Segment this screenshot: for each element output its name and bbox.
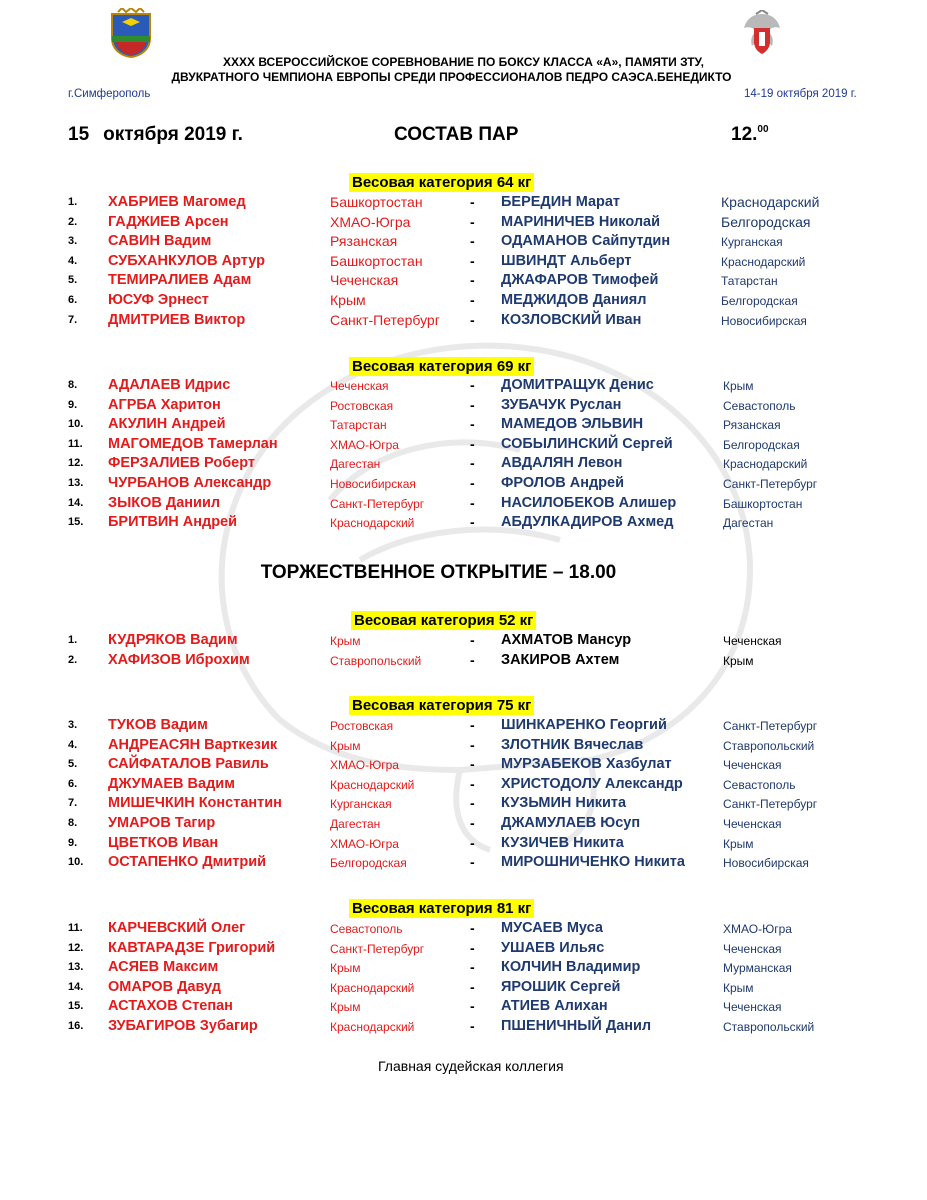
- versus-dash: -: [470, 494, 475, 511]
- versus-dash: -: [470, 514, 475, 531]
- red-corner-region: Санкт-Петербург: [330, 941, 425, 956]
- red-corner-boxer: САЙФАТАЛОВ Равиль: [108, 756, 269, 773]
- red-corner-region: Санкт-Петербург: [330, 311, 440, 328]
- versus-dash: -: [470, 834, 475, 851]
- bout-number: 11.: [68, 437, 83, 450]
- bout-number: 9.: [68, 398, 78, 411]
- red-corner-boxer: БРИТВИН Андрей: [108, 514, 238, 531]
- blue-corner-region: Чеченская: [723, 634, 782, 648]
- red-corner-region: Санкт-Петербург: [330, 496, 425, 511]
- bout-row: [0, 717, 927, 736]
- red-corner-boxer: АНДРЕАСЯН Варткезик: [108, 736, 278, 753]
- blue-corner-boxer: МАМЕДОВ ЭЛЬВИН: [501, 416, 644, 433]
- blue-corner-boxer: МАРИНИЧЕВ Николай: [501, 213, 661, 230]
- versus-dash: -: [470, 311, 475, 328]
- blue-corner-region: Чеченская: [723, 758, 782, 773]
- event-title-line-2: ДВУКРАТНОГО ЧЕМПИОНА ЕВРОПЫ СРЕДИ ПРОФЕССИОНАЛОВ ПЕДРО САЭСА.БЕНЕДИКТО: [171, 70, 732, 84]
- red-corner-region: ХМАО-Югра: [330, 437, 399, 452]
- bout-number: 14.: [68, 980, 84, 993]
- bout-row: [0, 854, 927, 873]
- bout-number: 9.: [68, 836, 78, 849]
- bout-row: [0, 377, 927, 396]
- blue-corner-boxer: ФРОЛОВ Андрей: [501, 475, 624, 491]
- blue-corner-boxer: ПШЕНИЧНЫЙ Данил: [501, 1018, 652, 1034]
- blue-corner-boxer: КОЛЧИН Владимир: [501, 959, 641, 976]
- red-corner-boxer: ГАДЖИЕВ Арсен: [108, 213, 229, 230]
- bout-row: [0, 194, 927, 213]
- versus-dash: -: [470, 252, 475, 269]
- bout-number: 10.: [68, 418, 84, 431]
- blue-corner-region: Белгородская: [721, 213, 811, 230]
- red-corner-region: Краснодарский: [330, 777, 415, 792]
- versus-dash: -: [470, 213, 475, 230]
- red-corner-region: Краснодарский: [330, 1020, 415, 1034]
- red-corner-boxer: ЦВЕТКОВ Иван: [108, 834, 219, 851]
- versus-dash: -: [470, 194, 475, 210]
- red-corner-boxer: ТУКОВ Вадим: [108, 717, 208, 733]
- blue-corner-boxer: УШАЕВ Ильяс: [501, 939, 605, 956]
- blue-corner-boxer: ЗУБАЧУК Руслан: [501, 396, 622, 413]
- bout-row: [0, 475, 927, 494]
- blue-corner-region: Ставропольский: [723, 738, 815, 753]
- bout-number: 7.: [68, 313, 78, 326]
- blue-corner-region: ХМАО-Югра: [723, 922, 792, 936]
- blue-corner-region: Чеченская: [723, 1000, 782, 1015]
- blue-corner-region: Белгородская: [721, 294, 798, 308]
- red-corner-boxer: ХАБРИЕВ Магомед: [108, 194, 246, 210]
- blue-corner-boxer: ДОМИТРАЩУК Денис: [501, 377, 654, 393]
- red-corner-region: Дагестан: [330, 457, 381, 472]
- blue-corner-boxer: МИРОШНИЧЕНКО Никита: [501, 854, 685, 871]
- red-corner-boxer: ЗЫКОВ Даниил: [108, 494, 221, 511]
- blue-corner-region: Дагестан: [723, 516, 774, 531]
- red-corner-boxer: ЧУРБАНОВ Александр: [108, 475, 272, 491]
- blue-corner-region: Рязанская: [723, 418, 781, 433]
- bout-row: [0, 652, 927, 671]
- blue-corner-boxer: МЕДЖИДОВ Даниял: [501, 292, 647, 308]
- versus-dash: -: [470, 396, 475, 413]
- opening-ceremony: ТОРЖЕСТВЕННОЕ ОТКРЫТИЕ – 18.00: [260, 562, 617, 583]
- red-corner-region: Чеченская: [330, 272, 399, 289]
- versus-dash: -: [470, 475, 475, 491]
- red-corner-region: Башкортостан: [330, 194, 423, 210]
- versus-dash: -: [470, 292, 475, 308]
- bout-row: [0, 795, 927, 814]
- blue-corner-boxer: ХРИСТОДОЛУ Александр: [501, 775, 683, 792]
- red-corner-boxer: ДМИТРИЕВ Виктор: [108, 311, 246, 328]
- bout-row: [0, 776, 927, 795]
- red-corner-region: Курганская: [330, 797, 392, 812]
- blue-corner-boxer: ЯРОШИК Сергей: [501, 978, 621, 995]
- blue-corner-region: Чеченская: [723, 941, 782, 956]
- red-corner-boxer: УМАРОВ Тагир: [108, 815, 216, 831]
- blue-corner-region: Санкт-Петербург: [723, 477, 818, 491]
- city-coat-of-arms-icon: [108, 8, 154, 58]
- bout-row: [0, 214, 927, 233]
- federation-emblem-icon: [740, 10, 784, 58]
- red-corner-region: Крым: [330, 292, 366, 308]
- red-corner-boxer: ТЕМИРАЛИЕВ Адам: [108, 272, 252, 289]
- bout-row: [0, 959, 927, 978]
- blue-corner-region: Курганская: [721, 235, 783, 250]
- red-corner-region: Белгородская: [330, 856, 407, 871]
- weight-category-75: Весовая категория 75 кг: [349, 696, 534, 715]
- blue-corner-boxer: АВДАЛЯН Левон: [501, 455, 623, 472]
- bout-row: [0, 455, 927, 474]
- blue-corner-boxer: ЗАКИРОВ Ахтем: [501, 651, 620, 668]
- versus-dash: -: [470, 416, 475, 433]
- versus-dash: -: [470, 717, 475, 733]
- red-corner-boxer: АСТАХОВ Степан: [108, 998, 233, 1015]
- bout-number: 5.: [68, 758, 78, 771]
- bout-number: 16.: [68, 1020, 84, 1032]
- event-title-line-1: XXXX ВСЕРОССИЙСКОЕ СОРЕВНОВАНИЕ ПО БОКСУ КЛАССА «А», ПАМЯТИ ЗТУ,: [223, 55, 704, 69]
- bout-row: [0, 416, 927, 435]
- versus-dash: -: [470, 959, 475, 976]
- bout-number: 7.: [68, 797, 78, 810]
- weight-category-69: Весовая категория 69 кг: [349, 357, 534, 376]
- bout-number: 13.: [68, 477, 84, 489]
- weight-category-81: Весовая категория 81 кг: [349, 899, 534, 918]
- blue-corner-boxer: СОБЫЛИНСКИЙ Сергей: [501, 435, 673, 452]
- versus-dash: -: [470, 272, 475, 289]
- red-corner-boxer: МАГОМЕДОВ Тамерлан: [108, 435, 278, 452]
- bout-row: [0, 920, 927, 939]
- versus-dash: -: [470, 920, 475, 936]
- bout-row: [0, 272, 927, 291]
- red-corner-region: Крым: [330, 961, 361, 976]
- blue-corner-region: Краснодарский: [721, 194, 820, 210]
- versus-dash: -: [470, 998, 475, 1015]
- bout-number: 2.: [68, 215, 78, 228]
- bout-number: 10.: [68, 856, 84, 869]
- blue-corner-region: Белгородская: [723, 437, 800, 452]
- versus-dash: -: [470, 651, 475, 668]
- blue-corner-boxer: МУСАЕВ Муса: [501, 920, 603, 936]
- weight-category-52: Весовая категория 52 кг: [351, 611, 536, 630]
- bout-number: 11.: [68, 922, 83, 934]
- red-corner-boxer: КУДРЯКОВ Вадим: [108, 632, 238, 648]
- bout-date: 15 октября 2019 г.: [68, 124, 243, 145]
- blue-corner-region: Новосибирская: [723, 856, 809, 871]
- red-corner-region: ХМАО-Югра: [330, 758, 399, 773]
- bout-number: 5.: [68, 274, 78, 287]
- versus-dash: -: [470, 854, 475, 871]
- red-corner-region: Татарстан: [330, 418, 387, 433]
- bout-row: [0, 998, 927, 1017]
- bout-row: [0, 979, 927, 998]
- red-corner-boxer: ДЖУМАЕВ Вадим: [108, 775, 235, 792]
- red-corner-region: Севастополь: [330, 922, 403, 936]
- event-city: г.Симферополь: [68, 88, 151, 100]
- red-corner-boxer: АДАЛАЕВ Идрис: [108, 377, 231, 393]
- versus-dash: -: [470, 795, 475, 812]
- versus-dash: -: [470, 978, 475, 995]
- red-corner-region: Новосибирская: [330, 477, 416, 491]
- bout-number: 8.: [68, 817, 78, 829]
- blue-corner-boxer: ШИНКАРЕНКО Георгий: [501, 717, 667, 733]
- bout-number: 8.: [68, 379, 78, 391]
- versus-dash: -: [470, 632, 475, 648]
- red-corner-region: Крым: [330, 738, 361, 753]
- bout-row: [0, 815, 927, 834]
- blue-corner-boxer: ДЖАФАРОВ Тимофей: [501, 272, 659, 289]
- versus-dash: -: [470, 455, 475, 472]
- session-time: 12.00: [731, 124, 769, 145]
- blue-corner-region: Башкортостан: [723, 496, 803, 511]
- red-corner-boxer: ЮСУФ Эрнест: [108, 292, 209, 308]
- bout-number: 1.: [68, 634, 78, 646]
- versus-dash: -: [470, 939, 475, 956]
- blue-corner-region: Краснодарский: [723, 457, 808, 472]
- red-corner-boxer: ФЕРЗАЛИЕВ Роберт: [108, 455, 255, 472]
- bout-number: 14.: [68, 496, 84, 509]
- bout-row: [0, 835, 927, 854]
- red-corner-region: Рязанская: [330, 233, 398, 250]
- blue-corner-region: Ставропольский: [723, 1020, 815, 1034]
- blue-corner-boxer: МУРЗАБЕКОВ Хазбулат: [501, 756, 672, 773]
- bout-number: 2.: [68, 653, 78, 666]
- bout-row: [0, 253, 927, 272]
- blue-corner-region: Крым: [723, 379, 754, 393]
- blue-corner-region: Санкт-Петербург: [723, 797, 818, 812]
- red-corner-boxer: СУБХАНКУЛОВ Артур: [108, 252, 265, 269]
- red-corner-boxer: ХАФИЗОВ Иброхим: [108, 651, 250, 668]
- blue-corner-region: Санкт-Петербург: [723, 719, 818, 733]
- blue-corner-boxer: БЕРЕДИН Марат: [501, 194, 621, 210]
- weight-category-64: Весовая категория 64 кг: [349, 173, 534, 192]
- blue-corner-boxer: ЗЛОТНИК Вячеслав: [501, 736, 644, 753]
- versus-dash: -: [470, 435, 475, 452]
- blue-corner-region: Краснодарский: [721, 254, 806, 269]
- bout-row: [0, 233, 927, 252]
- bout-number: 6.: [68, 777, 78, 790]
- event-dates: 14-19 октября 2019 г.: [744, 88, 857, 100]
- red-corner-region: ХМАО-Югра: [330, 836, 399, 851]
- bout-row: [0, 495, 927, 514]
- red-corner-boxer: САВИН Вадим: [108, 233, 212, 250]
- red-corner-boxer: ЗУБАГИРОВ Зубагир: [108, 1018, 258, 1034]
- judges-panel-signature: Главная судейская коллегия: [378, 1058, 564, 1074]
- versus-dash: -: [470, 377, 475, 393]
- bout-number: 3.: [68, 235, 78, 248]
- bout-row: [0, 292, 927, 311]
- blue-corner-region: Крым: [723, 980, 754, 995]
- bout-number: 6.: [68, 294, 78, 306]
- red-corner-region: Дагестан: [330, 817, 381, 831]
- page-title: СОСТАВ ПАР: [394, 124, 519, 145]
- bout-row: [0, 514, 927, 533]
- blue-corner-region: Новосибирская: [721, 313, 807, 328]
- red-corner-region: Краснодарский: [330, 516, 415, 531]
- bout-number: 15.: [68, 516, 84, 529]
- bout-number: 13.: [68, 961, 84, 974]
- red-corner-boxer: ОМАРОВ Давуд: [108, 978, 221, 995]
- red-corner-region: Башкортостан: [330, 252, 423, 269]
- red-corner-boxer: КАВТАРАДЗЕ Григорий: [108, 939, 276, 956]
- red-corner-region: Чеченская: [330, 379, 389, 393]
- red-corner-boxer: МИШЕЧКИН Константин: [108, 795, 282, 812]
- red-corner-region: Крым: [330, 634, 361, 648]
- bout-row: [0, 1018, 927, 1037]
- bout-row: [0, 632, 927, 651]
- bout-number: 1.: [68, 196, 78, 208]
- red-corner-boxer: АКУЛИН Андрей: [108, 416, 226, 433]
- bout-row: [0, 940, 927, 959]
- blue-corner-region: Севастополь: [723, 398, 796, 413]
- versus-dash: -: [470, 815, 475, 831]
- red-corner-region: Ставропольский: [330, 653, 422, 668]
- blue-corner-boxer: КУЗЬМИН Никита: [501, 795, 627, 812]
- bout-number: 15.: [68, 1000, 84, 1013]
- blue-corner-boxer: КУЗИЧЕВ Никита: [501, 834, 624, 851]
- versus-dash: -: [470, 775, 475, 792]
- red-corner-region: Ростовская: [330, 398, 394, 413]
- red-corner-region: Ростовская: [330, 719, 394, 733]
- versus-dash: -: [470, 756, 475, 773]
- bout-number: 4.: [68, 254, 78, 267]
- blue-corner-boxer: ОДАМАНОВ Сайпутдин: [501, 233, 671, 250]
- bout-number: 12.: [68, 941, 84, 954]
- versus-dash: -: [470, 1018, 475, 1034]
- blue-corner-region: Мурманская: [723, 961, 792, 976]
- red-corner-region: Краснодарский: [330, 980, 415, 995]
- red-corner-boxer: АСЯЕВ Максим: [108, 959, 219, 976]
- blue-corner-region: Севастополь: [723, 777, 796, 792]
- blue-corner-boxer: ШВИНДТ Альберт: [501, 252, 632, 269]
- red-corner-boxer: ОСТАПЕНКО Дмитрий: [108, 854, 267, 871]
- blue-corner-boxer: НАСИЛОБЕКОВ Алишер: [501, 494, 677, 511]
- blue-corner-boxer: АБДУЛКАДИРОВ Ахмед: [501, 514, 674, 531]
- blue-corner-region: Крым: [723, 836, 754, 851]
- blue-corner-boxer: ДЖАМУЛАЕВ Юсуп: [501, 815, 641, 831]
- red-corner-region: Крым: [330, 1000, 361, 1015]
- red-corner-region: ХМАО-Югра: [330, 213, 411, 230]
- bout-number: 4.: [68, 738, 78, 751]
- bout-row: [0, 436, 927, 455]
- bout-row: [0, 397, 927, 416]
- bout-number: 3.: [68, 719, 78, 731]
- blue-corner-region: Крым: [723, 653, 754, 668]
- bout-row: [0, 737, 927, 756]
- blue-corner-boxer: АХМАТОВ Мансур: [501, 632, 632, 648]
- blue-corner-region: Татарстан: [721, 274, 778, 289]
- red-corner-boxer: АГРБА Харитон: [108, 396, 221, 413]
- bout-number: 12.: [68, 457, 84, 470]
- bout-row: [0, 756, 927, 775]
- versus-dash: -: [470, 736, 475, 753]
- versus-dash: -: [470, 233, 475, 250]
- red-corner-boxer: КАРЧЕВСКИЙ Олег: [108, 920, 246, 936]
- bout-row: [0, 312, 927, 331]
- blue-corner-boxer: КОЗЛОВСКИЙ Иван: [501, 311, 642, 328]
- blue-corner-region: Чеченская: [723, 817, 782, 831]
- blue-corner-boxer: АТИЕВ Алихан: [501, 998, 608, 1015]
